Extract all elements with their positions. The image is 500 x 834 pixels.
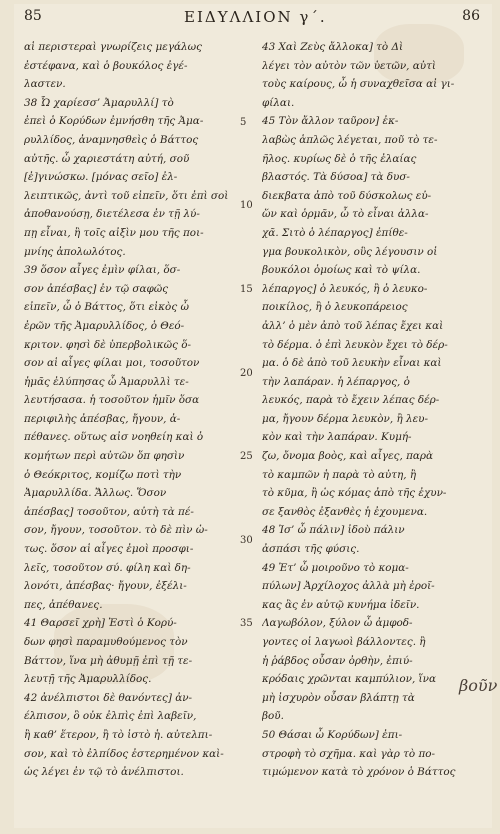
text-line: κὸν καὶ τὴν λαπάραν. Κυμή- (262, 431, 412, 444)
text-line: τοὺς καίρους, ὦ ἡ συναχθεῖσα αἰ γι- (262, 78, 455, 91)
text-line: 49 Ἐτ’ ὦ μοιροῦνο τὸ κομα- (262, 561, 409, 574)
text-line: λευκός, παρὰ τὸ ἔχειν λέπας δέρ- (262, 394, 440, 407)
text-line: δων φησὶ παραμυθούμενος τὸν (24, 636, 188, 648)
text-line: 48 Ἰσ’ ὦ πάλιν] ἰδοὺ πάλιν (262, 524, 405, 537)
text-line: τὸ καμπῶν ἡ παρὰ τὸ αὐτη, ἢ (262, 468, 417, 481)
text-line: 38 Ὦ χαρίεσσ’ Ἀμαρυλλί] τὸ (24, 96, 174, 109)
page-number-left: 85 (24, 8, 42, 24)
text-line: σον ἀπέσβας] ἐν τῷ σαφῶς (24, 282, 169, 295)
text-line: αἱ περιστεραὶ γνωρίζεις μεγάλως (24, 41, 202, 53)
text-line: λαβὼς ἁπλῶς λέγεται, ποῦ τὸ τε- (262, 133, 438, 146)
line-number: 15 (240, 284, 253, 295)
text-line: λονότι, ἀπέσβας· ἤγουν, ἐξέλι- (24, 580, 187, 593)
text-line: πύλων] Ἀρχίλοχος ἀλλὰ μὴ ἐροῖ- (262, 580, 435, 593)
text-line: τὸ κῦμα, ἢ ὡς κόμας ἀπὸ τῆς ἐχυν- (262, 487, 447, 500)
text-line: χᾶ. Σιτὸ ὁ λέπαργος] ἐπίθε- (262, 226, 408, 239)
text-line: ζω, ὄνομα βοὸς, καὶ αἶγες, παρὰ (262, 450, 434, 463)
line-number: 10 (240, 200, 253, 211)
text-line: βουκόλοι ὁμοίως καὶ τὸ ψίλα. (262, 264, 421, 277)
text-line: ἀποθανούσῃ, διετέλεσα ἐν τῇ λύ- (24, 208, 200, 221)
text-line: λειπτικῶς, ἀντὶ τοῦ εἰπεῖν, ὅτι ἐπὶ σοὶ (24, 189, 229, 202)
line-number: 20 (240, 368, 253, 379)
line-number: 30 (240, 535, 253, 546)
text-line: ρυλλίδος, ἀναμνησθεὶς ὁ Βάττος (24, 133, 199, 146)
text-line: γοντες οἱ λαγωοὶ βάλλοντες. ἢ (262, 636, 426, 648)
text-line: πῃ εἶναι, ἢ τοῖς αἰξὶν μου τῆς ποι- (24, 226, 204, 239)
text-line: ὥν καὶ ὁρμᾶν, ὦ τὸ εἶναι ἀλλα- (262, 208, 429, 221)
text-line: έλπισον, ὃ οὐκ ἐλπὶς ἐπὶ λαβεῖν, (24, 710, 197, 723)
text-line: ἀπέσβας] τοσοῦτον, αὐτὴ τὰ πέ- (24, 505, 194, 518)
text-line: πες, ἀπέθανες. (24, 598, 103, 611)
running-title: ΕΙΔΥΛΛΙΟΝ γ΄. (184, 8, 327, 26)
text-line: [ἐ]γινώσκω. [μόνας σεῖο] ἐλ- (24, 171, 178, 184)
text-line: σε ξανθὸς ἐξανθὲς ἡ ἐχουμενα. (262, 505, 428, 518)
text-line: πέθανες. οὕτως αἰσ νοηθείη καὶ ὁ (24, 431, 204, 444)
text-line: 45 Τὸν ἄλλον ταῦρον] ἐκ- (262, 115, 399, 128)
text-line: λευτήσασα. ἡ τοσοῦτον ἡμῖν ὅσα (24, 394, 200, 407)
text-line: λευτῇ τῆς Ἀμαρυλλίδος. (24, 673, 152, 686)
text-line: κας ἃς ἐν αὐτῷ κυνήμα ἰδεῖν. (262, 598, 420, 611)
text-line: κριτον. φησὶ δὲ ὑπερβολικῶς ὅ- (24, 338, 191, 351)
text-line: ὡς λέγει ἐν τῷ τὸ ἀνέλπιστοι. (24, 766, 184, 779)
line-number: 5 (240, 117, 247, 128)
left-column (24, 38, 236, 782)
text-line: λαστεν. (24, 78, 66, 91)
text-line: κρόδαις χρῶνται καμπύλιον, ἵνα (262, 673, 436, 686)
text-line: 41 Θαρσεῖ χρὴ] Ἐστὶ ὁ Κορύ- (24, 617, 177, 630)
text-line: Βάττον, ἵνα μὴ ἀθυμῇ ἐπὶ τῇ τε- (24, 654, 193, 667)
text-line: περιφιλὴς ἀπέσβας, ἤγουν, ἀ- (24, 412, 181, 425)
right-column (262, 38, 476, 782)
text-line: εἰπεῖν, ὦ ὁ Βάττος, ὅτι εἰκὸς ὦ (24, 301, 189, 314)
page-header (14, 8, 492, 30)
page-number-right: 86 (462, 8, 480, 24)
text-line: μὴ ἰσχυρὸν οὖσαν βλάπτῃ τὰ (262, 691, 415, 704)
text-line: 42 ἀνέλπιστοι δὲ θανόντες] ἀν- (24, 691, 193, 704)
text-line: 43 Χαὶ Ζεὺς ἄλλοκα] τὸ Δὶ (262, 41, 404, 53)
text-line: τως. ὅσον αἱ αἶγες ἐμοὶ προσφι- (24, 543, 194, 556)
text-line: κομήτων περὶ αὐτῶν ὅπ φησὶν (24, 450, 185, 463)
text-line: 39 ὅσον αἶγες ἐμὶν φίλαι, ὅσ- (24, 264, 181, 277)
text-line: τὴν λαπάραν. ἡ λέπαργος, ὁ (262, 375, 410, 388)
text-line: διεκβατα ἀπὸ τοῦ δύσκολως εὐ- (262, 189, 432, 202)
text-line: στροφὴ τὸ σχῆμα. καὶ γὰρ τὸ πο- (262, 747, 436, 760)
text-line: μνίης ἀπολωλότος. (24, 245, 126, 258)
book-page (14, 4, 498, 828)
text-line: Ἀμαρυλλίδα. Ἄλλως. Ὅσον (24, 487, 167, 500)
text-line: ῆλος. κυρίως δὲ ὁ τῆς ἐλαίας (262, 152, 417, 165)
text-line: Λαγωβόλον, ξύλον ὦ ἀμφοδ- (262, 617, 413, 630)
text-line: λέγει τὸν αὐτὸν τῶν ὑετῶν, αὐτὶ (262, 59, 436, 72)
text-line: μα, ἤγουν δέρμα λευκὸν, ἢ λευ- (262, 412, 429, 425)
line-number: 35 (240, 618, 253, 629)
text-line: λεῖς, τοσοῦτον σύ. φίλη καὶ δη- (24, 561, 191, 574)
handwritten-margin-note: βοῦν (459, 676, 498, 695)
text-line: φίλαι. (262, 96, 295, 109)
text-line: ἐστέφανα, καὶ ὁ βουκόλος ἐγέ- (24, 59, 188, 72)
text-line: ἢ καθ’ ἕτερον, ἢ τὸ ἰστὸ ἡ. αὐτελπι- (24, 728, 213, 741)
text-line: λέπαργος] ὁ λευκός, ἢ ὁ λευκο- (262, 282, 428, 295)
text-line: βλαστός. Τὰ δύσοα] τὰ δυσ- (262, 171, 410, 184)
text-line: ἐρῶν τῆς Ἀμαρυλλίδος, ὁ Θεό- (24, 319, 185, 332)
text-line: σον, ἤγουν, τοσοῦτον. τὸ δὲ πὶν ὡ- (24, 524, 208, 537)
text-line: τιμώμενον κατὰ τὸ χρόνον ὁ Βάττος (262, 766, 456, 779)
text-line: ἡμᾶς ἐλύπησας ὦ Ἀμαρυλλὶ τε- (24, 375, 189, 388)
text-line: αὐτῆς. ὦ χαριεστάτη αὐτή, σοῦ (24, 152, 190, 165)
text-line: γμα βουκολικὸν, οὓς λέγουσιν οἱ (262, 245, 438, 258)
text-line: βοῦ. (262, 710, 284, 723)
text-line: σον αἱ αἶγες φίλαι μοι, τοσοῦτον (24, 357, 200, 370)
line-number: 25 (240, 451, 253, 462)
text-line: σον, καὶ τὸ ἐλπίδος ἐστερημένον καὶ- (24, 747, 224, 760)
text-line: ἐπεὶ ὁ Κορύδων ἐμνήσθη τῆς Ἀμα- (24, 115, 204, 128)
text-line: τὸ δέρμα. ὁ ἐπὶ λευκὸν ἔχει τὸ δέρ- (262, 338, 448, 351)
text-line: ἀλλ’ ὁ μὲν ἀπὸ τοῦ λέπας ἔχει καὶ (262, 319, 444, 332)
text-line: μα. ὁ δὲ ἀπὸ τοῦ λευκὴν εἶναι καὶ (262, 357, 442, 370)
text-line: ποικίλος, ἢ ὁ λευκοπάρειος (262, 301, 408, 314)
text-line: ἡ ῥάβδος οὖσαν ὀρθὴν, ἐπιύ- (262, 654, 413, 667)
text-line: ἀσπάσι τῆς φύσις. (262, 543, 360, 556)
text-line: ὁ Θεόκριτος, κομίζω ποτὶ τὴν (24, 468, 182, 481)
text-line: 50 Θάσαι ὦ Κορύδων] ἐπι- (262, 728, 403, 741)
